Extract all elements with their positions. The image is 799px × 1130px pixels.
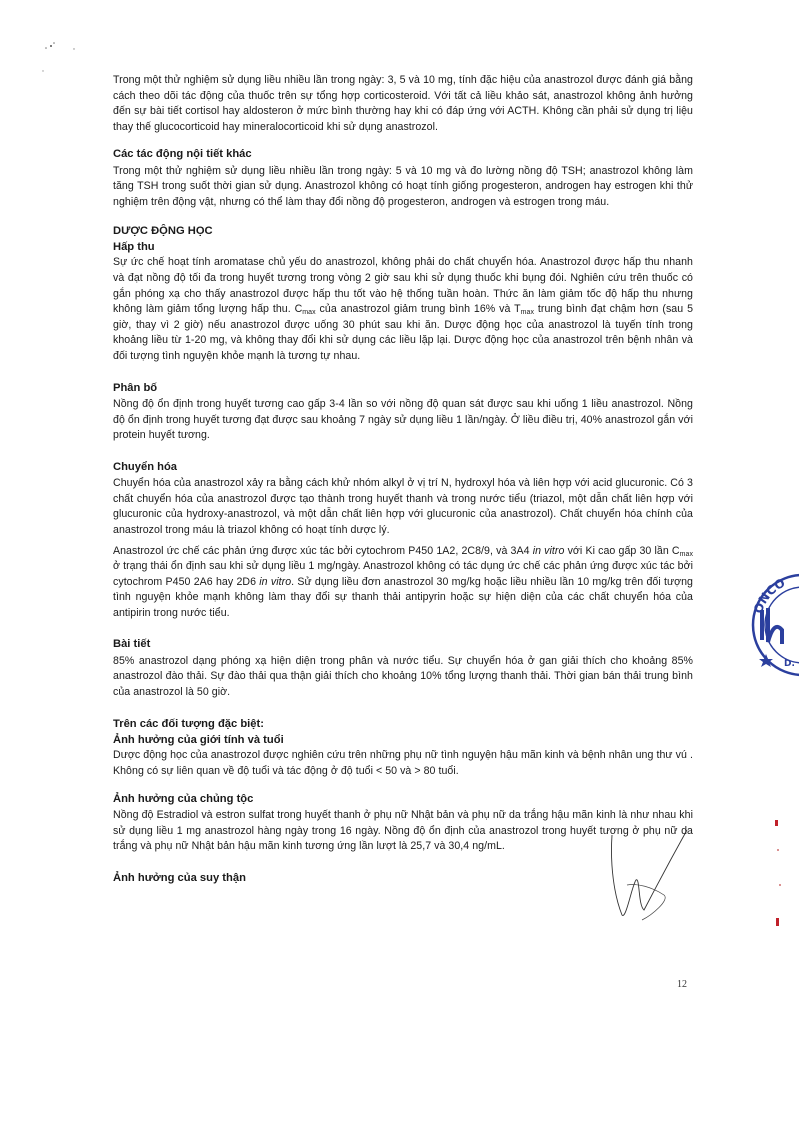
absorption-text-2: của anastrozol giảm trung bình 16% và T <box>315 303 521 316</box>
company-stamp <box>748 570 799 680</box>
svg-text:ONCO: ONCO <box>750 575 788 616</box>
heading-special-populations: Trên các đối tượng đặc biệt: <box>113 717 264 730</box>
paragraph-excretion: 85% anastrozol dạng phóng xạ hiện diện trong phân và nước tiểu. Sự chuyển hóa ở gan giải thích cho khoảng 85% anastrozol đào thải. Sự đào thải qua thận giải thích cho khoảng 10% tổng lượng thanh thải. Thời gian bán thải trung bình của anastrozol là 50 giờ. <box>113 654 693 699</box>
heading-absorption: Hấp thu <box>113 240 155 253</box>
red-margin-marks <box>760 810 790 940</box>
heading-distribution: Phân bố <box>113 381 158 394</box>
page-number: 12 <box>677 979 687 990</box>
absorption-text-1: Sự ức chế hoạt tính aromatase chủ yếu do anastrozol, không phải do chất chuyển hóa. Anastrozol được hấp thu nhanh và đạt nồng độ tối đa trong huyết tương trong vòng 2 giờ sau khi sử dụng thuốc khi bụng đói. Nghiên cứu trên thuốc có gắn phóng xạ cho thấy anastrozol được hấp thu tốt vào hệ thống tuần hoàn. Thức ăn làm giảm tốc độ hấp thu nhưng không làm giảm tổng lượng hấp thu. C <box>113 256 693 316</box>
metabolism-text-a: Anastrozol ức chế các phản ứng được xúc tác bởi cytochrom P450 1A2, 2C8/9, và 3A4 <box>113 544 533 557</box>
subscript-max: max <box>520 309 535 317</box>
paragraph-distribution: Nồng độ ổn định trong huyết tương cao gấp 3-4 lần so với nồng độ quan sát được sau khi uống 1 liều anastrozol. Nồng độ ổn định trong huyết tương đạt được sau khoảng 7 ngày sử dụng liều 1 lần/ngày. Ở liều điều trị, 40% anastrozol gắn với protein huyết tương. <box>113 397 693 442</box>
stamp-seal-icon <box>748 570 799 680</box>
heading-excretion: Bài tiết <box>113 638 151 651</box>
in-vitro-italic: in vitro <box>532 544 565 557</box>
scan-speck-mark <box>40 36 80 76</box>
paragraph-metabolism-2 <box>113 544 693 622</box>
paragraph-metabolism-1: Chuyển hóa của anastrozol xảy ra bằng cách khử nhóm alkyl ở vị trí N, hydroxyl hóa và liên hợp với acid glucuronic. Có 3 chất chuyển hóa của anastrozol được tạo thành trong huyết thanh và trong nước tiểu (triazol, một dẫn chất liên hợp với glucuronic của hydroxy-anastrozol, và một dẫn chất liên hợp với glucuronic của anastrozol). Chất chuyển hóa chính của anastrozol trong máu là triazol không có hoạt tính dược lý. <box>113 477 693 536</box>
metabolism-text-b: với Ki cao gấp 30 lần C <box>564 544 680 557</box>
subscript-max: max <box>302 309 316 317</box>
heading-metabolism: Chuyển hóa <box>113 460 178 473</box>
metabolism-text-d: . Sử dụng liều đơn anastrozol 30 mg/kg hoặc liều nhiều lần 10 mg/kg trên đối tượng tình nguyện khỏe mạnh không làm thay đổi sự thanh thải antipyrin hoặc sự hiện diện của các chất chuyển hóa của antipirin trong nước tiểu. <box>113 575 693 619</box>
paragraph-gender-age: Dược động học của anastrozol được nghiên cứu trên những phụ nữ tình nguyện hậu mãn kinh và bệnh nhân ung thư vú . Không có sự liên quan về độ tuổi và tác động ở độ tuổi < 50 và > 80 tuổi. <box>113 749 693 778</box>
paragraph-cortisol: Trong một thử nghiệm sử dụng liều nhiều lần trong ngày: 3, 5 và 10 mg, tính đặc hiệu của anastrozol được đánh giá bằng cách theo dõi tác động của thuốc trên sự tổng hợp corticosteroid. Với tất cả liều khảo sát, anastrozol không ảnh hưởng đến sự bài tiết cortisol hay aldosteron ở mức bình thường hay khi có đáp ứng với ACTH. Không cần phải sử dụng trị liệu thay thế glucocorticoid hay mineralocorticoid khi sử dụng anastrozol. <box>113 74 693 133</box>
metabolism-text-c: ở trạng thái ổn định sau khi sử dụng liều 1 mg/ngày. Anastrozol không có tác dụng ức chế các phản ứng được xúc tác bởi cytochrom P450 2A6 hay 2D6 <box>113 560 693 588</box>
paragraph-endocrine: Trong một thử nghiệm sử dụng liều nhiều lần trong ngày: 5 và 10 mg và đo lường nồng độ TSH; anastrozol không làm tăng TSH trong suốt thời gian sử dụng. Anastrozol không có hoạt tính giống progesteron, androgen hay estrogen khi thử nghiệm trên động vật, nhưng có thể làm thay đổi nồng độ progesteron, androgen và estrogen trong máu. <box>113 164 693 208</box>
heading-endocrine: Các tác động nội tiết khác <box>113 148 252 161</box>
paragraph-race: Nồng độ Estradiol và estron sulfat trong huyết thanh ở phụ nữ Nhật bản và phụ nữ da trắng hậu mãn kinh là như nhau khi sử dụng liều 1 mg anastrozol hàng ngày trong 16 ngày. Nồng độ ổn định của anastrozol trong huyết tương ở phụ nữ da trắng và phụ nữ Nhật bản hậu mãn kinh tương ứng lần lượt là 25,7 và 30,4 ng/mL. <box>113 809 693 853</box>
heading-pharmacokinetics: DƯỢC ĐỘNG HỌC <box>113 224 213 237</box>
heading-race: Ảnh hưởng của chủng tộc <box>113 792 254 805</box>
document-body <box>113 73 693 887</box>
subscript-max: max <box>679 550 693 558</box>
svg-text:D.: D. <box>784 659 795 669</box>
paragraph-absorption <box>113 255 693 364</box>
in-vitro-italic: in vitro <box>259 575 292 588</box>
heading-gender-age: Ảnh hưởng của giới tính và tuổi <box>113 734 284 747</box>
handwritten-signature <box>592 825 702 925</box>
heading-renal: Ảnh hưởng của suy thận <box>113 871 246 884</box>
absorption-text-3: trung bình đạt chậm hơn (sau 5 giờ, thay vì 2 giờ) nếu anastrozol được uống 30 phút sau khi ăn. Dược động học của anastrozol là tuyến tính trong khoảng liều từ 1-20 mg, và không thay đổi khi sử dụng các liều lặp lại. Dược động học của anastrozol trên bệnh nhân và đối tượng tình nguyện khỏe mạnh là tương tự nhau. <box>113 303 694 362</box>
